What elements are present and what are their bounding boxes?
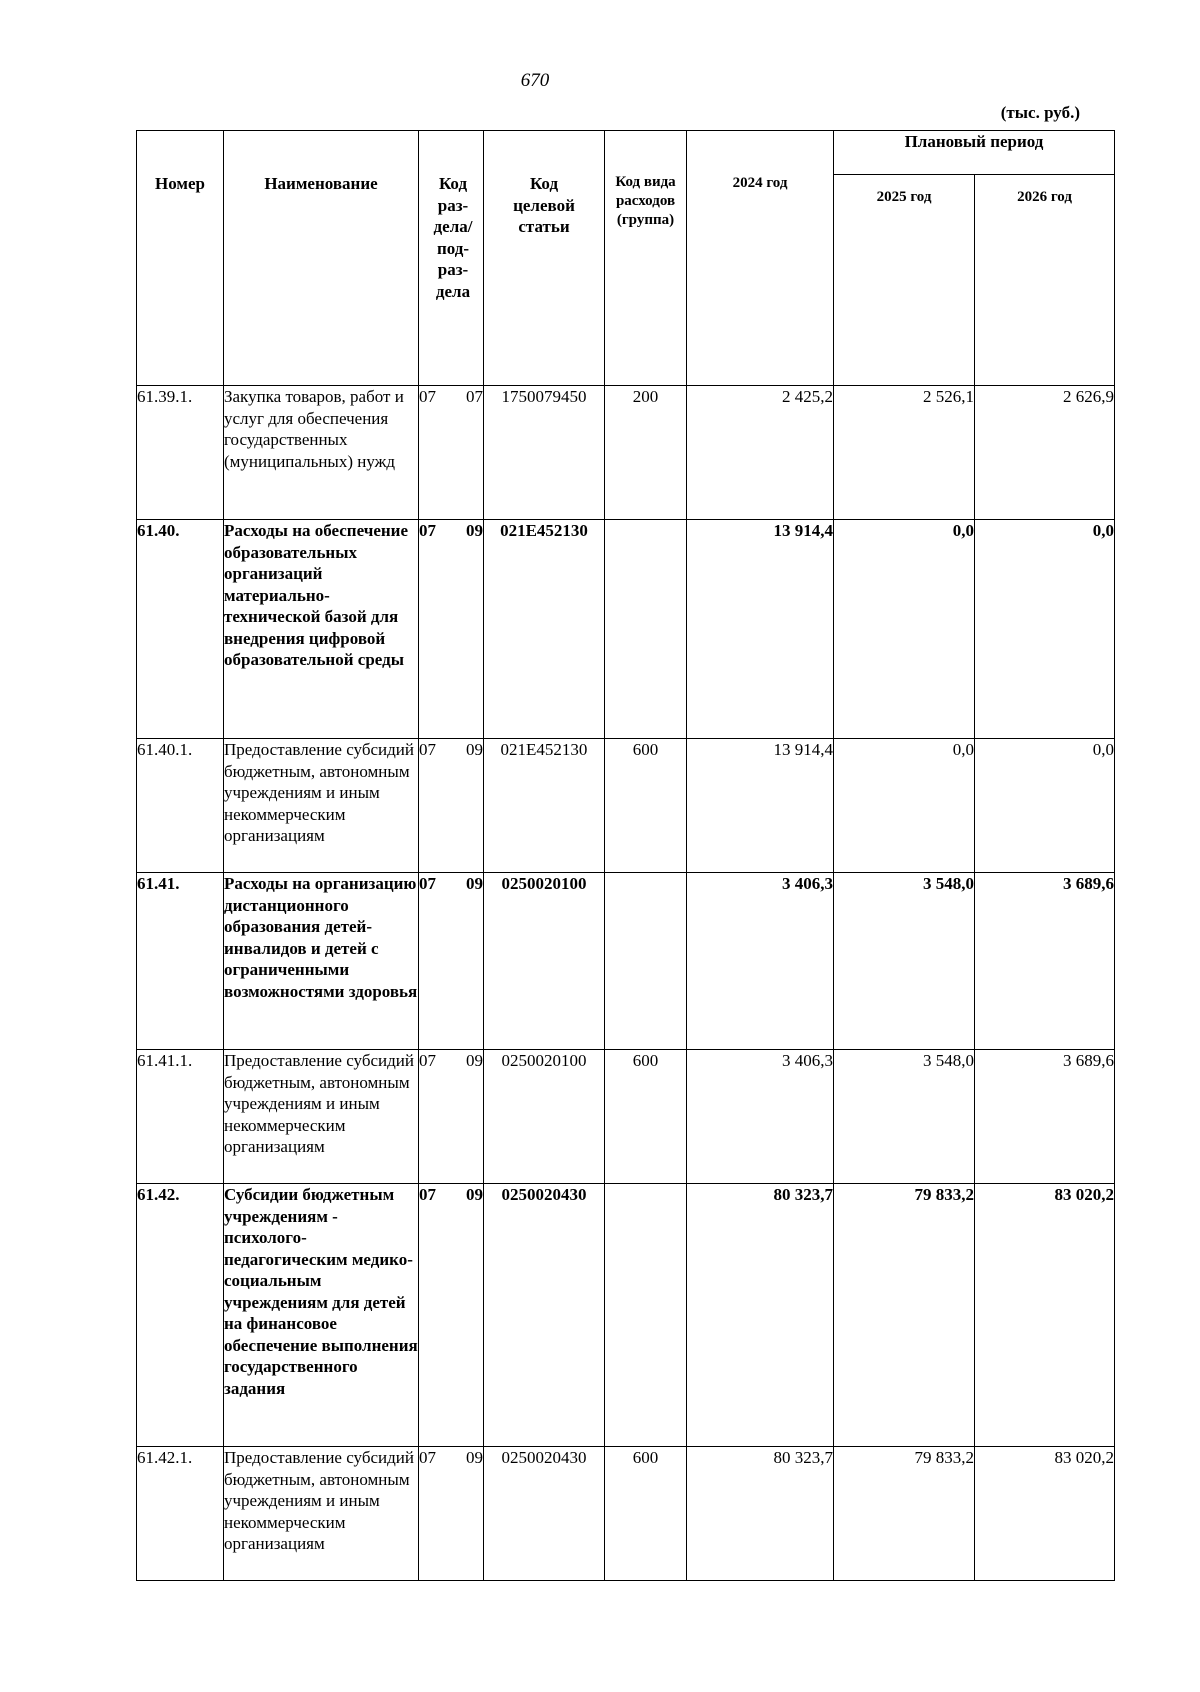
row-expense-type: 600	[605, 1050, 687, 1184]
row-value-2026: 2 626,9	[975, 386, 1115, 520]
row-value-2025: 79 833,2	[834, 1447, 975, 1581]
header-year-2024: 2024 год	[687, 131, 834, 386]
row-number: 61.41.1.	[137, 1050, 224, 1184]
units-label: (тыс. руб.)	[1000, 103, 1080, 122]
row-number: 61.42.1.	[137, 1447, 224, 1581]
row-subsection: 09	[466, 1051, 483, 1070]
row-target-code: 021E452130	[484, 739, 605, 873]
header-section-code: Код раз-дела/ под-раз-дела	[419, 131, 484, 386]
row-value-2025: 2 526,1	[834, 386, 975, 520]
row-name: Расходы на организацию дистанционного образования детей-инвалидов и детей с ограниченными возможностями здоровья	[224, 873, 419, 1050]
header-year-2025: 2025 год	[834, 175, 975, 386]
budget-table	[136, 130, 1115, 1581]
row-value-2026: 83 020,2	[975, 1447, 1115, 1581]
row-expense-type	[605, 1184, 687, 1447]
row-subsection: 09	[466, 874, 483, 893]
row-value-2025: 3 548,0	[834, 873, 975, 1050]
table-row	[137, 386, 1115, 520]
row-section: 07	[419, 874, 436, 893]
row-value-2025: 0,0	[834, 520, 975, 739]
row-expense-type	[605, 873, 687, 1050]
row-number: 61.41.	[137, 873, 224, 1050]
header-target-code: Код целевой статьи	[484, 131, 605, 386]
row-subsection: 09	[466, 1185, 483, 1204]
table-row	[137, 739, 1115, 873]
row-value-2024: 80 323,7	[687, 1447, 834, 1581]
row-target-code: 1750079450	[484, 386, 605, 520]
row-target-code: 0250020100	[484, 873, 605, 1050]
row-target-code: 0250020430	[484, 1184, 605, 1447]
table-body	[137, 386, 1115, 1581]
row-number: 61.40.1.	[137, 739, 224, 873]
row-value-2026: 0,0	[975, 739, 1115, 873]
table-row	[137, 1184, 1115, 1447]
row-name: Предоставление субсидий бюджетным, автономным учреждениям и иным некоммерческим организациям	[224, 739, 419, 873]
row-section-code	[419, 1050, 484, 1184]
row-section-code	[419, 1447, 484, 1581]
header-planned-period: Плановый период	[834, 131, 1115, 175]
table-row	[137, 520, 1115, 739]
row-section: 07	[419, 1448, 436, 1467]
row-number: 61.39.1.	[137, 386, 224, 520]
table-row	[137, 1447, 1115, 1581]
row-section-code	[419, 386, 484, 520]
row-name: Предоставление субсидий бюджетным, автономным учреждениям и иным некоммерческим организациям	[224, 1447, 419, 1581]
row-subsection: 09	[466, 740, 483, 759]
row-number: 61.42.	[137, 1184, 224, 1447]
row-section: 07	[419, 1185, 436, 1204]
row-value-2026: 3 689,6	[975, 1050, 1115, 1184]
row-value-2025: 79 833,2	[834, 1184, 975, 1447]
row-value-2024: 3 406,3	[687, 1050, 834, 1184]
row-value-2024: 13 914,4	[687, 739, 834, 873]
row-subsection: 09	[466, 1448, 483, 1467]
row-target-code: 0250020100	[484, 1050, 605, 1184]
row-name: Расходы на обеспечение образовательных организаций материально-технической базой для внедрения цифровой образовательной среды	[224, 520, 419, 739]
row-section-code	[419, 873, 484, 1050]
row-section-code	[419, 520, 484, 739]
header-row-1	[137, 131, 1115, 175]
row-expense-type: 600	[605, 1447, 687, 1581]
row-number: 61.40.	[137, 520, 224, 739]
header-number: Номер	[137, 131, 224, 386]
row-section: 07	[419, 1051, 436, 1070]
row-section-code	[419, 1184, 484, 1447]
row-section: 07	[419, 521, 436, 540]
page-number: 670	[520, 70, 550, 91]
row-value-2026: 3 689,6	[975, 873, 1115, 1050]
row-expense-type: 600	[605, 739, 687, 873]
row-value-2024: 2 425,2	[687, 386, 834, 520]
row-section-code	[419, 739, 484, 873]
row-expense-type: 200	[605, 386, 687, 520]
row-expense-type	[605, 520, 687, 739]
row-section: 07	[419, 740, 436, 759]
row-value-2024: 3 406,3	[687, 873, 834, 1050]
row-value-2024: 80 323,7	[687, 1184, 834, 1447]
row-value-2025: 3 548,0	[834, 1050, 975, 1184]
row-value-2026: 0,0	[975, 520, 1115, 739]
row-subsection: 07	[466, 387, 483, 406]
row-value-2025: 0,0	[834, 739, 975, 873]
row-section: 07	[419, 387, 436, 406]
table-row	[137, 873, 1115, 1050]
table-row	[137, 1050, 1115, 1184]
row-target-code: 021E452130	[484, 520, 605, 739]
row-subsection: 09	[466, 521, 483, 540]
row-value-2026: 83 020,2	[975, 1184, 1115, 1447]
row-name: Предоставление субсидий бюджетным, автономным учреждениям и иным некоммерческим организациям	[224, 1050, 419, 1184]
header-year-2026: 2026 год	[975, 175, 1115, 386]
row-value-2024: 13 914,4	[687, 520, 834, 739]
header-name: Наименование	[224, 131, 419, 386]
row-target-code: 0250020430	[484, 1447, 605, 1581]
row-name: Субсидии бюджетным учреждениям - психолого-педагогическим медико-социальным учреждениям для детей на финансовое обеспечение выполнения государственного задания	[224, 1184, 419, 1447]
row-name: Закупка товаров, работ и услуг для обеспечения государственных (муниципальных) нужд	[224, 386, 419, 520]
header-expense-type: Код вида расходов (группа)	[605, 131, 687, 386]
